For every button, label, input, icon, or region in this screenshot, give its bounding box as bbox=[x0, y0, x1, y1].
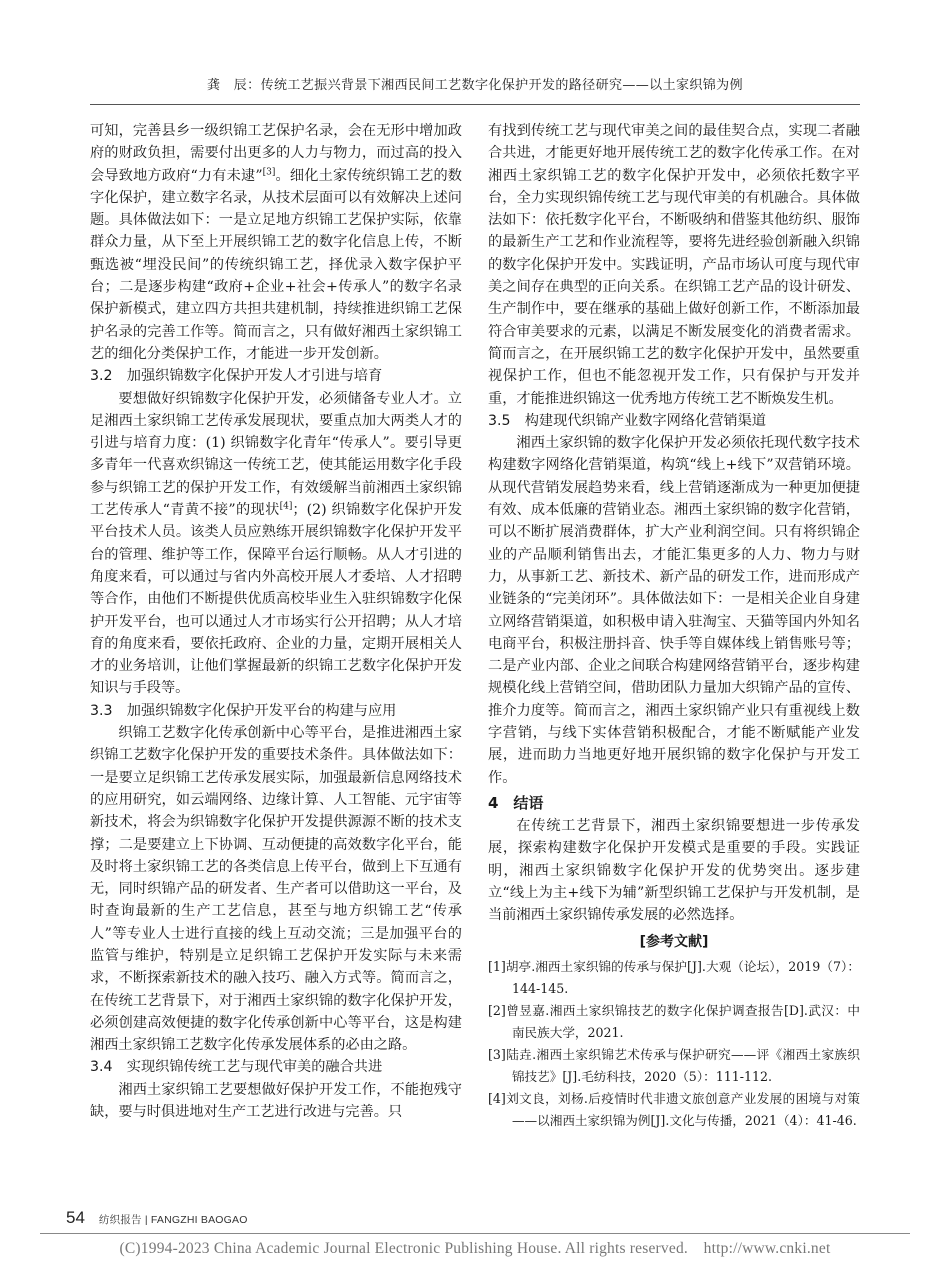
section-heading-3-3: 3.3 加强织锦数字化保护开发平台的构建与应用 bbox=[90, 702, 397, 719]
reference-item: [2]曾昱嘉.湘西土家织锦技艺的数字化保护调查报告[D].武汉：中南民族大学，2021. bbox=[488, 1003, 860, 1041]
paragraph: 湘西土家织锦的数字化保护开发必须依托现代数字技术构建数字网络化营销渠道，构筑“线上+线下”双营销环境。从现代营销发展趋势来看，线上营销逐渐成为一种更加便捷有效、成本低廉的营销业态。湘西土家织锦的数字化营销，可以不断扩展消费群体，扩大产业利润空间。只有将织锦企业的产品顺利销售出去，才能汇集更多的人力、物力与财力，从事新工艺、新技术、新产品的研发工作，进而形成产业链条的“完美闭环”。具体做法如下：一是相关企业自身建立网络营销渠道，如积极申请入驻淘宝、天猫等国内外知名电商平台，积极注册抖音、快手等自媒体线上销售账号等；二是产业内部、企业之间联合构建网络营销平台，逐步构建规模化线上营销空间，借助团队力量加大织锦产品的宣传、推介力度等。简而言之，湘西土家织锦产业只有重视线上数字营销，与线下实体营销积极配合，才能不断赋能产业发展，进而助力当地更好地开展织锦的数字化保护与开发工作。 bbox=[488, 435, 860, 786]
copyright-notice: (C)1994-2023 China Academic Journal Electronic Publishing House. All rights reserved. http://www.cnki.net bbox=[119, 1240, 831, 1257]
section-heading-3-5: 3.5 构建现代织锦产业数字网络化营销渠道 bbox=[488, 412, 766, 429]
page-footer bbox=[66, 1208, 248, 1228]
right-column bbox=[488, 120, 860, 1132]
section-heading-3-2: 3.2 加强织锦数字化保护开发人才引进与培育 bbox=[90, 368, 383, 385]
citation-marker[interactable]: [4] bbox=[279, 501, 293, 512]
paragraph-text: ；(2) 织锦数字化保护开发平台技术人员。该类人员应熟练开展织锦数字化保护开发平台的管理、维护等工作，保障平台运行顺畅。从人才引进的角度来看，可以通过与省内外高校开展人才委培、人才招聘等合作，由他们不断提供优质高校毕业生入驻织锦数字化保护开发平台，也可以通过人才市场实行公开招聘；从人才培育的角度来看，要依托政府、企业的力量，定期开展相关人才的业务培训，让他们掌握最新的织锦工艺数字化保护开发知识与手段等。 bbox=[90, 502, 463, 697]
citation-marker[interactable]: [3] bbox=[262, 166, 276, 177]
reference-item: [1]胡亭.湘西土家织锦的传承与保护[J].大观（论坛），2019（7）：144-145. bbox=[488, 959, 860, 997]
paragraph: 湘西土家织锦工艺要想做好保护开发工作，不能抱残守缺，要与时俱进地对生产工艺进行改进与完善。只 bbox=[90, 1081, 462, 1121]
paragraph-text: 。细化土家传统织锦工艺的数字化保护，建立数字名录，从技术层面可以有效解决上述问题。具体做法如下：一是立足地方织锦工艺保护实际，依靠群众力量，从下至上开展织锦工艺的数字化信息上传，不断甄选被“埋没民间”的传统织锦工艺，择优录入数字保护平台；二是逐步构建“政府+企业+社会+传承人”的数字名录保护新模式，建立四方共担共建机制，持续推进织锦工艺保护名录的完善工作等。简而言之，只有做好湘西土家织锦工艺的细化分类保护工作，才能进一步开发创新。 bbox=[90, 167, 462, 362]
journal-name: 纺织报告 | FANGZHI BAOGAO bbox=[98, 1214, 248, 1226]
section-heading-3-4: 3.4 实现织锦传统工艺与现代审美的融合共进 bbox=[90, 1059, 383, 1076]
paragraph: 在传统工艺背景下，湘西土家织锦要想进一步传承发展，探索构建数字化保护开发模式是重要的手段。实践证明，湘西土家织锦数字化保护开发的优势突出。逐步建立“线上为主+线下为辅”新型织锦工艺保护与开发机制，是当前湘西土家织锦传承发展的必然选择。 bbox=[488, 817, 860, 924]
paragraph: 有找到传统工艺与现代审美之间的最佳契合点，实现二者融合共进，才能更好地开展传统工艺的数字化传承工作。在对湘西土家织锦工艺的数字化保护开发中，必须依托数字平台，全力实现织锦传统工艺与现代审美的有机融合。具体做法如下：依托数字化平台，不断吸纳和借鉴其他纺织、服饰的最新生产工艺和作业流程等，要将先进经验创新融入织锦的数字化保护开发中。实践证明，产品市场认可度与现代审美之间存在典型的正向关系。在织锦工艺产品的设计研发、生产制作中，要在继承的基础上做好创新工作，不断添加最符合审美要求的元素，以满足不断发展变化的消费者需求。简而言之，在开展织锦工艺的数字化保护开发中，虽然要重视保护工作，但也不能忽视开发工作，只有保护与开发并重，才能推进织锦这一优秀地方传统工艺不断焕发生机。 bbox=[488, 123, 860, 407]
section-heading-conclusion: 4 结语 bbox=[488, 793, 544, 812]
references-title: [参考文献] bbox=[639, 934, 709, 951]
page-number: 54 bbox=[66, 1208, 85, 1227]
footer-divider bbox=[40, 1233, 910, 1234]
paragraph bbox=[90, 388, 462, 700]
paragraph: 织锦工艺数字化传承创新中心等平台，是推进湘西土家织锦工艺数字化保护开发的重要技术条件。具体做法如下：一是要立足织锦工艺传承发展实际，加强最新信息网络技术的应用研究，如云端网络、边缘计算、人工智能、元宇宙等新技术，将会为织锦数字化保护开发提供源源不断的技术支撑；二是要建立上下协调、互动便捷的高效数字化平台，能及时将土家织锦工艺的各类信息上传平台，做到上下互通有无，同时织锦产品的研发者、生产者可以借助这一平台，及时查询最新的生产工艺信息，甚至与地方织锦工艺“传承人”等专业人士进行直接的线上互动交流；三是加强平台的监管与维护，特别是立足织锦工艺保护开发实际与未来需求，不断探索新技术的融入技巧、融入方式等。简而言之，在传统工艺背景下，对于湘西土家织锦的数字化保护开发，必须创建高效便捷的数字化传承创新中心等平台，这是构建湘西土家织锦工艺数字化传承发展体系的必由之路。 bbox=[90, 725, 462, 1054]
reference-item: [4]刘文良，刘杨.后疫情时代非遗文旅创意产业发展的困境与对策——以湘西土家织锦为例[J].文化与传播，2021（4）：41-46. bbox=[488, 1091, 860, 1129]
paragraph-text: 要想做好织锦数字化保护开发，必须储备专业人才。立足湘西土家织锦工艺传承发展现状，要重点加大两类人才的引进与培育力度：(1) 织锦数字化青年“传承人”。要引导更多青年一代喜欢织锦这一传统工艺，使其能运用数字化手段参与织锦工艺的保护开发工作，有效缓解当前湘西土家织锦工艺传承人“青黄不接”的现状 bbox=[90, 390, 462, 519]
reference-item: [3]陆垚.湘西土家织锦艺术传承与保护研究——评《湘西土家族织锦技艺》[J].毛纺科技，2020（5）：111-112. bbox=[488, 1047, 860, 1085]
left-column bbox=[90, 120, 462, 1123]
paragraph bbox=[90, 120, 462, 365]
running-header: 龚 辰：传统工艺振兴背景下湘西民间工艺数字化保护开发的路径研究——以土家织锦为例 bbox=[206, 78, 743, 93]
header-divider bbox=[90, 104, 860, 105]
paragraph-text: 可知，完善县乡一级织锦工艺保护名录，会在无形中增加政府的财政负担，需要付出更多的人力与物力，而过高的投入会导致地方政府“力有未逮” bbox=[90, 123, 462, 184]
